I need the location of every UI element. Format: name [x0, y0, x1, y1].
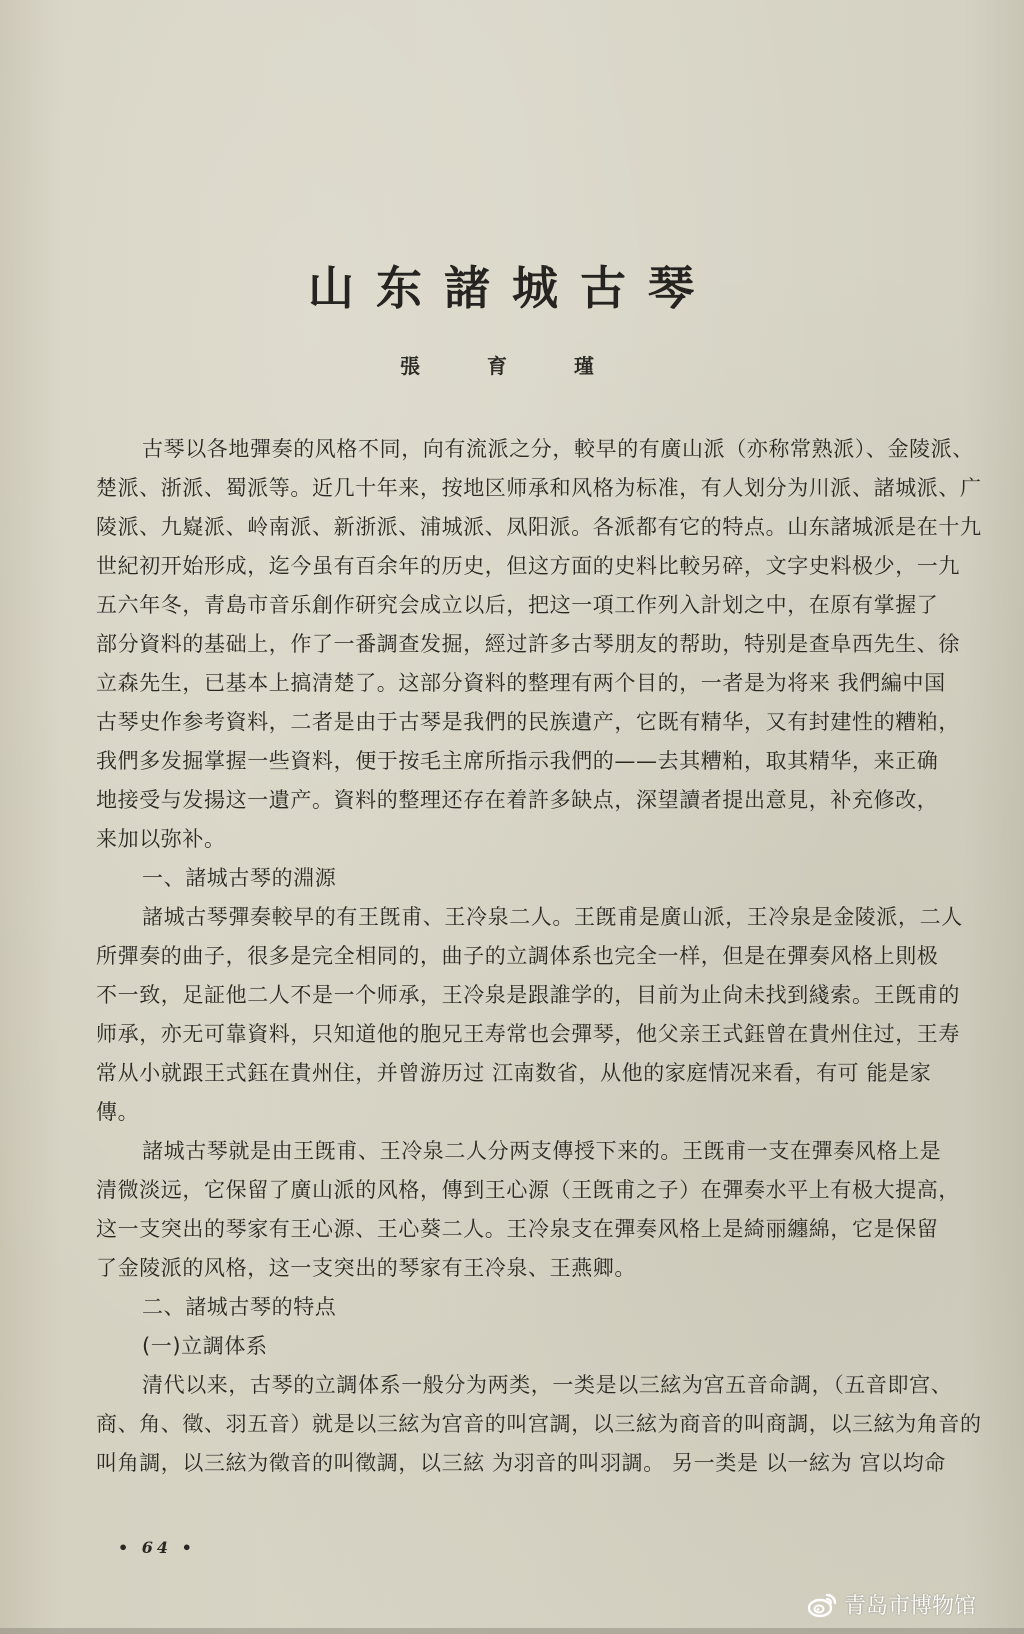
body-line: 傳。 [96, 1100, 140, 1124]
body-line: 叫角調，以三絃为徵音的叫徵調，以三絃 为羽音的叫羽調。 另一类是 以一絃为 宫以均命 [96, 1451, 946, 1475]
body-line: 不一致，足証他二人不是一个师承，王冷泉是跟誰学的，目前为止尙未找到綫索。王旣甫的 [96, 983, 960, 1007]
body-line: 部分資料的基础上，作了一番調查发掘，經过許多古琴朋友的帮助，特别是查阜西先生、徐 [96, 632, 960, 656]
body-line: 我們多发掘掌握一些資料，便于按毛主席所指示我們的——去其糟粕，取其精华，来正确 [96, 749, 939, 773]
body-line: 五六年冬，青島市音乐創作研究会成立以后，把这一項工作列入計划之中，在原有掌握了 [96, 593, 939, 617]
body-line: 楚派、浙派、蜀派等。近几十年来，按地区师承和风格为标准，有人划分为川派、諸城派、广 [96, 476, 982, 500]
section-heading-origins: 一、諸城古琴的淵源 [142, 866, 337, 890]
section-heading-features: 二、諸城古琴的特点 [142, 1295, 337, 1319]
body-line: 諸城古琴彈奏較早的有王旣甫、王冷泉二人。王旣甫是廣山派，王冷泉是金陵派，二人 [142, 905, 963, 929]
body-line: 所彈奏的曲子，很多是完全相同的，曲子的立調体系也完全一样，但是在彈奏风格上則极 [96, 944, 939, 968]
body-line: 这一支突出的琴家有王心源、王心葵二人。王冷泉支在彈奏风格上是綺丽纏綿，它是保留 [96, 1217, 939, 1241]
watermark [808, 1589, 976, 1620]
body-line: 地接受与发揚这一遺产。資料的整理还存在着許多缺点，深望讀者提出意見，补充修改， [96, 788, 939, 812]
article-body [96, 430, 991, 1483]
article-author: 張 育 瑾 [400, 354, 624, 378]
body-line: 常从小就跟王式鈺在貴州住，并曾游历过 江南数省，从他的家庭情况来看，有可 能是家 [96, 1061, 932, 1085]
body-line: 来加以弥补。 [96, 827, 226, 851]
body-line: 陵派、九嶷派、岭南派、新浙派、浦城派、凤阳派。各派都有它的特点。山东諸城派是在十九 [96, 515, 982, 539]
body-line: 了金陵派的风格，这一支突出的琴家有王冷泉、王燕卿。 [96, 1256, 636, 1280]
body-line: 商、角、徵、羽五音）就是以三絃为宫音的叫宫調，以三絃为商音的叫商調，以三絃为角音的 [96, 1412, 982, 1436]
article-title: 山东諸城古琴 [308, 261, 716, 315]
body-line: 清代以来，古琴的立調体系一般分为两类，一类是以三絃为宫五音命調，（五音即宫、 [142, 1373, 953, 1397]
body-line: 世紀初开始形成，迄今虽有百余年的历史，但这方面的史料比較另碎，文字史料极少，一九 [96, 554, 960, 578]
subsection-heading-tuning-system: (一)立調体系 [142, 1334, 268, 1358]
weibo-icon [808, 1592, 838, 1618]
body-line: 师承，亦无可靠資料，只知道他的胞兄王寿常也会彈琴，他父亲王式鈺曾在貴州住过，王寿 [96, 1022, 960, 1046]
watermark-text: 青岛市博物馆 [843, 1594, 976, 1619]
body-line: 諸城古琴就是由王旣甫、王冷泉二人分两支傳授下来的。王旣甫一支在彈奏风格上是 [142, 1139, 942, 1163]
page-number: • 64 • [118, 1538, 196, 1557]
body-line: 古琴史作参考資料，二者是由于古琴是我們的民族遺产，它既有精华，又有封建性的糟粕， [96, 710, 960, 734]
body-line: 立森先生，已基本上搞清楚了。这部分資料的整理有两个目的，一者是为将来 我們編中国 [96, 671, 946, 695]
body-line: 清微淡远，它保留了廣山派的风格，傳到王心源（王旣甫之子）在彈奏水平上有极大提高， [96, 1178, 960, 1202]
body-line: 古琴以各地彈奏的风格不同，向有流派之分，較早的有廣山派（亦称常熟派）、金陵派、 [142, 437, 974, 461]
